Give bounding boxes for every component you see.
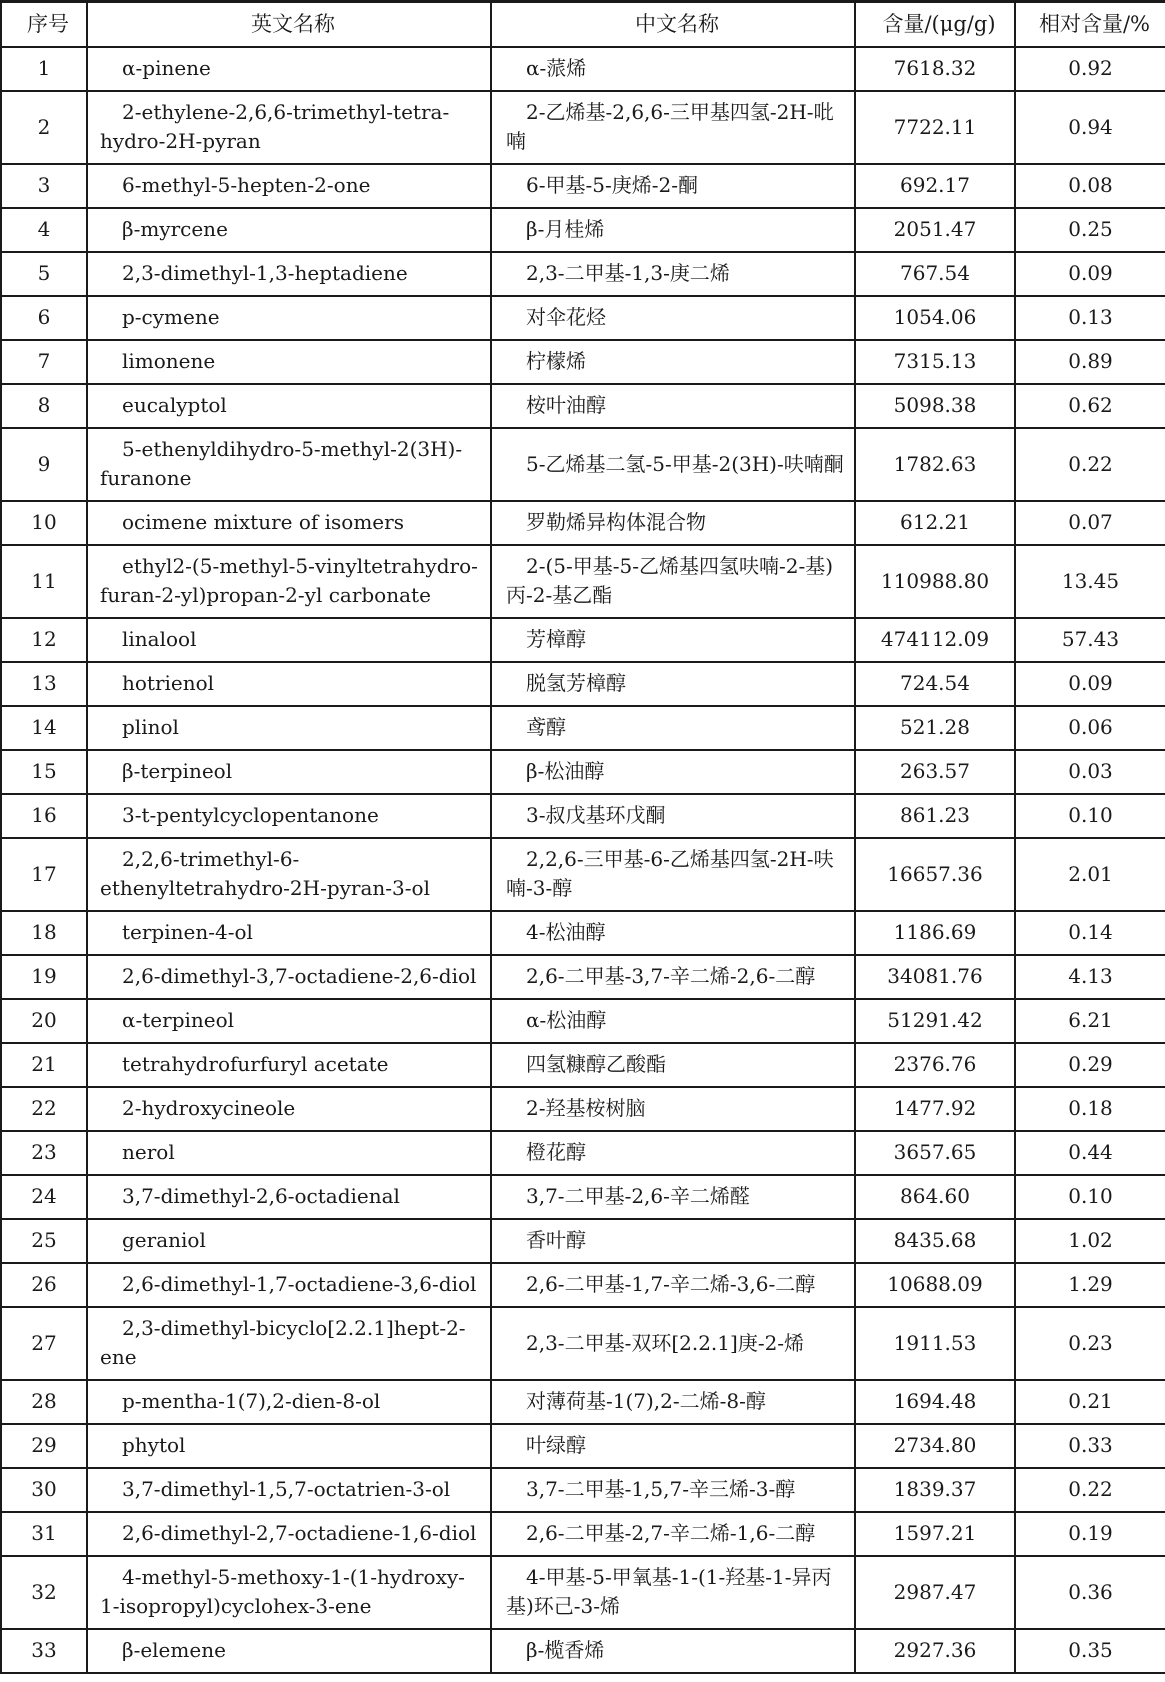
english-name: 2,2,6-trimethyl-6-ethenyltetrahydro-2H-pyran-3-ol [87, 838, 491, 911]
table-row [1, 838, 1165, 911]
chinese-name: 四氢糠醇乙酸酯 [491, 1043, 855, 1087]
row-number: 26 [1, 1263, 87, 1307]
english-name: eucalyptol [87, 384, 491, 428]
english-name: 2,6-dimethyl-3,7-octadiene-2,6-diol [87, 955, 491, 999]
english-name: geraniol [87, 1219, 491, 1263]
header-english-name: 英文名称 [87, 2, 491, 47]
chinese-name: 6-甲基-5-庚烯-2-酮 [491, 164, 855, 208]
relative-amount: 6.21 [1015, 999, 1165, 1043]
row-number: 16 [1, 794, 87, 838]
relative-amount: 0.62 [1015, 384, 1165, 428]
english-name: 5-ethenyldihydro-5-methyl-2(3H)-furanone [87, 428, 491, 501]
table-row [1, 1307, 1165, 1380]
row-number: 18 [1, 911, 87, 955]
chinese-name: 罗勒烯异构体混合物 [491, 501, 855, 545]
amount: 2376.76 [855, 1043, 1015, 1087]
amount: 263.57 [855, 750, 1015, 794]
row-number: 12 [1, 618, 87, 662]
row-number: 6 [1, 296, 87, 340]
chinese-name: 橙花醇 [491, 1131, 855, 1175]
amount: 1597.21 [855, 1512, 1015, 1556]
relative-amount: 0.44 [1015, 1131, 1165, 1175]
table-row [1, 794, 1165, 838]
relative-amount: 0.10 [1015, 1175, 1165, 1219]
amount: 5098.38 [855, 384, 1015, 428]
row-number: 21 [1, 1043, 87, 1087]
chinese-name: 2,3-二甲基-1,3-庚二烯 [491, 252, 855, 296]
english-name: 6-methyl-5-hepten-2-one [87, 164, 491, 208]
amount: 7618.32 [855, 47, 1015, 91]
chinese-name: 香叶醇 [491, 1219, 855, 1263]
amount: 3657.65 [855, 1131, 1015, 1175]
english-name: phytol [87, 1424, 491, 1468]
row-number: 23 [1, 1131, 87, 1175]
row-number: 3 [1, 164, 87, 208]
relative-amount: 0.36 [1015, 1556, 1165, 1629]
english-name: nerol [87, 1131, 491, 1175]
english-name: 2,3-dimethyl-bicyclo[2.2.1]hept-2-ene [87, 1307, 491, 1380]
amount: 2927.36 [855, 1629, 1015, 1673]
table-row [1, 1424, 1165, 1468]
row-number: 9 [1, 428, 87, 501]
row-number: 11 [1, 545, 87, 618]
amount: 767.54 [855, 252, 1015, 296]
relative-amount: 0.23 [1015, 1307, 1165, 1380]
english-name: 3,7-dimethyl-2,6-octadienal [87, 1175, 491, 1219]
row-number: 14 [1, 706, 87, 750]
relative-amount: 1.29 [1015, 1263, 1165, 1307]
amount: 474112.09 [855, 618, 1015, 662]
amount: 10688.09 [855, 1263, 1015, 1307]
row-number: 25 [1, 1219, 87, 1263]
header-relative-amount: 相对含量/% [1015, 2, 1165, 47]
table-body [1, 47, 1165, 1673]
table-row [1, 911, 1165, 955]
table-row [1, 1219, 1165, 1263]
amount: 692.17 [855, 164, 1015, 208]
table-row [1, 296, 1165, 340]
relative-amount: 0.08 [1015, 164, 1165, 208]
table-row [1, 91, 1165, 164]
row-number: 32 [1, 1556, 87, 1629]
relative-amount: 0.33 [1015, 1424, 1165, 1468]
table-row [1, 1380, 1165, 1424]
relative-amount: 0.22 [1015, 428, 1165, 501]
english-name: 4-methyl-5-methoxy-1-(1-hydroxy-1-isopropyl)cyclohex-3-ene [87, 1556, 491, 1629]
relative-amount: 57.43 [1015, 618, 1165, 662]
amount: 1782.63 [855, 428, 1015, 501]
amount: 51291.42 [855, 999, 1015, 1043]
table-row [1, 501, 1165, 545]
chinese-name: α-松油醇 [491, 999, 855, 1043]
chinese-name: β-松油醇 [491, 750, 855, 794]
english-name: β-myrcene [87, 208, 491, 252]
row-number: 33 [1, 1629, 87, 1673]
relative-amount: 0.21 [1015, 1380, 1165, 1424]
english-name: 2,6-dimethyl-1,7-octadiene-3,6-diol [87, 1263, 491, 1307]
table-row [1, 1263, 1165, 1307]
table-row [1, 545, 1165, 618]
row-number: 2 [1, 91, 87, 164]
chinese-name: 2-乙烯基-2,6,6-三甲基四氢-2H-吡喃 [491, 91, 855, 164]
header-row [1, 2, 1165, 47]
amount: 2987.47 [855, 1556, 1015, 1629]
amount: 1186.69 [855, 911, 1015, 955]
row-number: 29 [1, 1424, 87, 1468]
relative-amount: 0.35 [1015, 1629, 1165, 1673]
chinese-name: 2,2,6-三甲基-6-乙烯基四氢-2H-呋喃-3-醇 [491, 838, 855, 911]
chinese-name: 2-羟基桉树脑 [491, 1087, 855, 1131]
amount: 2734.80 [855, 1424, 1015, 1468]
amount: 864.60 [855, 1175, 1015, 1219]
table-row [1, 662, 1165, 706]
table-row [1, 1512, 1165, 1556]
table-row [1, 384, 1165, 428]
english-name: 3,7-dimethyl-1,5,7-octatrien-3-ol [87, 1468, 491, 1512]
header-no: 序号 [1, 2, 87, 47]
row-number: 27 [1, 1307, 87, 1380]
relative-amount: 1.02 [1015, 1219, 1165, 1263]
header-amount: 含量/(μg/g) [855, 2, 1015, 47]
amount: 7315.13 [855, 340, 1015, 384]
english-name: α-terpineol [87, 999, 491, 1043]
chinese-name: 对伞花烃 [491, 296, 855, 340]
amount: 1911.53 [855, 1307, 1015, 1380]
chinese-name: 2-(5-甲基-5-乙烯基四氢呋喃-2-基)丙-2-基乙酯 [491, 545, 855, 618]
table-row [1, 1131, 1165, 1175]
table-row [1, 1175, 1165, 1219]
row-number: 22 [1, 1087, 87, 1131]
table-row [1, 164, 1165, 208]
table-row [1, 428, 1165, 501]
relative-amount: 0.14 [1015, 911, 1165, 955]
english-name: p-mentha-1(7),2-dien-8-ol [87, 1380, 491, 1424]
table-row [1, 750, 1165, 794]
row-number: 7 [1, 340, 87, 384]
table-row [1, 252, 1165, 296]
row-number: 30 [1, 1468, 87, 1512]
relative-amount: 2.01 [1015, 838, 1165, 911]
english-name: terpinen-4-ol [87, 911, 491, 955]
table-row [1, 47, 1165, 91]
table-row [1, 208, 1165, 252]
relative-amount: 0.18 [1015, 1087, 1165, 1131]
english-name: α-pinene [87, 47, 491, 91]
chinese-name: 4-甲基-5-甲氧基-1-(1-羟基-1-异丙基)环己-3-烯 [491, 1556, 855, 1629]
english-name: 2-hydroxycineole [87, 1087, 491, 1131]
relative-amount: 0.22 [1015, 1468, 1165, 1512]
chinese-name: 叶绿醇 [491, 1424, 855, 1468]
amount: 1694.48 [855, 1380, 1015, 1424]
row-number: 8 [1, 384, 87, 428]
amount: 34081.76 [855, 955, 1015, 999]
chinese-name: 鸢醇 [491, 706, 855, 750]
relative-amount: 0.06 [1015, 706, 1165, 750]
table-row [1, 618, 1165, 662]
table-row [1, 1629, 1165, 1673]
amount: 8435.68 [855, 1219, 1015, 1263]
row-number: 17 [1, 838, 87, 911]
chinese-name: 3,7-二甲基-1,5,7-辛三烯-3-醇 [491, 1468, 855, 1512]
table-row [1, 1468, 1165, 1512]
amount: 2051.47 [855, 208, 1015, 252]
chinese-name: 4-松油醇 [491, 911, 855, 955]
relative-amount: 0.10 [1015, 794, 1165, 838]
english-name: β-elemene [87, 1629, 491, 1673]
chinese-name: α-蒎烯 [491, 47, 855, 91]
relative-amount: 0.29 [1015, 1043, 1165, 1087]
table-row [1, 1087, 1165, 1131]
amount: 16657.36 [855, 838, 1015, 911]
english-name: 3-t-pentylcyclopentanone [87, 794, 491, 838]
relative-amount: 0.03 [1015, 750, 1165, 794]
relative-amount: 0.07 [1015, 501, 1165, 545]
row-number: 5 [1, 252, 87, 296]
row-number: 1 [1, 47, 87, 91]
english-name: plinol [87, 706, 491, 750]
relative-amount: 0.09 [1015, 662, 1165, 706]
chinese-name: 柠檬烯 [491, 340, 855, 384]
relative-amount: 13.45 [1015, 545, 1165, 618]
english-name: β-terpineol [87, 750, 491, 794]
table-row [1, 955, 1165, 999]
row-number: 20 [1, 999, 87, 1043]
amount: 612.21 [855, 501, 1015, 545]
chinese-name: β-榄香烯 [491, 1629, 855, 1673]
relative-amount: 0.19 [1015, 1512, 1165, 1556]
english-name: 2-ethylene-2,6,6-trimethyl-tetra-hydro-2H-pyran [87, 91, 491, 164]
row-number: 15 [1, 750, 87, 794]
table-row [1, 999, 1165, 1043]
header-chinese-name: 中文名称 [491, 2, 855, 47]
relative-amount: 0.92 [1015, 47, 1165, 91]
row-number: 19 [1, 955, 87, 999]
english-name: 2,6-dimethyl-2,7-octadiene-1,6-diol [87, 1512, 491, 1556]
amount: 1054.06 [855, 296, 1015, 340]
english-name: p-cymene [87, 296, 491, 340]
english-name: limonene [87, 340, 491, 384]
amount: 861.23 [855, 794, 1015, 838]
relative-amount: 0.25 [1015, 208, 1165, 252]
english-name: ethyl2-(5-methyl-5-vinyltetrahydro-furan-2-yl)propan-2-yl carbonate [87, 545, 491, 618]
chinese-name: 5-乙烯基二氢-5-甲基-2(3H)-呋喃酮 [491, 428, 855, 501]
amount: 110988.80 [855, 545, 1015, 618]
amount: 1477.92 [855, 1087, 1015, 1131]
relative-amount: 0.09 [1015, 252, 1165, 296]
amount: 724.54 [855, 662, 1015, 706]
amount: 7722.11 [855, 91, 1015, 164]
row-number: 24 [1, 1175, 87, 1219]
chinese-name: 3-叔戊基环戊酮 [491, 794, 855, 838]
row-number: 31 [1, 1512, 87, 1556]
chinese-name: 3,7-二甲基-2,6-辛二烯醛 [491, 1175, 855, 1219]
row-number: 10 [1, 501, 87, 545]
table-row [1, 706, 1165, 750]
row-number: 28 [1, 1380, 87, 1424]
amount: 521.28 [855, 706, 1015, 750]
chinese-name: 2,6-二甲基-2,7-辛二烯-1,6-二醇 [491, 1512, 855, 1556]
relative-amount: 0.13 [1015, 296, 1165, 340]
english-name: tetrahydrofurfuryl acetate [87, 1043, 491, 1087]
english-name: ocimene mixture of isomers [87, 501, 491, 545]
english-name: linalool [87, 618, 491, 662]
chinese-name: 2,6-二甲基-3,7-辛二烯-2,6-二醇 [491, 955, 855, 999]
chinese-name: 对薄荷基-1(7),2-二烯-8-醇 [491, 1380, 855, 1424]
english-name: hotrienol [87, 662, 491, 706]
chinese-name: 2,3-二甲基-双环[2.2.1]庚-2-烯 [491, 1307, 855, 1380]
chinese-name: 脱氢芳樟醇 [491, 662, 855, 706]
table-row [1, 1556, 1165, 1629]
chinese-name: 2,6-二甲基-1,7-辛二烯-3,6-二醇 [491, 1263, 855, 1307]
row-number: 4 [1, 208, 87, 252]
chinese-name: 桉叶油醇 [491, 384, 855, 428]
relative-amount: 0.94 [1015, 91, 1165, 164]
row-number: 13 [1, 662, 87, 706]
table-row [1, 1043, 1165, 1087]
table-row [1, 340, 1165, 384]
chinese-name: 芳樟醇 [491, 618, 855, 662]
relative-amount: 4.13 [1015, 955, 1165, 999]
english-name: 2,3-dimethyl-1,3-heptadiene [87, 252, 491, 296]
chinese-name: β-月桂烯 [491, 208, 855, 252]
relative-amount: 0.89 [1015, 340, 1165, 384]
amount: 1839.37 [855, 1468, 1015, 1512]
